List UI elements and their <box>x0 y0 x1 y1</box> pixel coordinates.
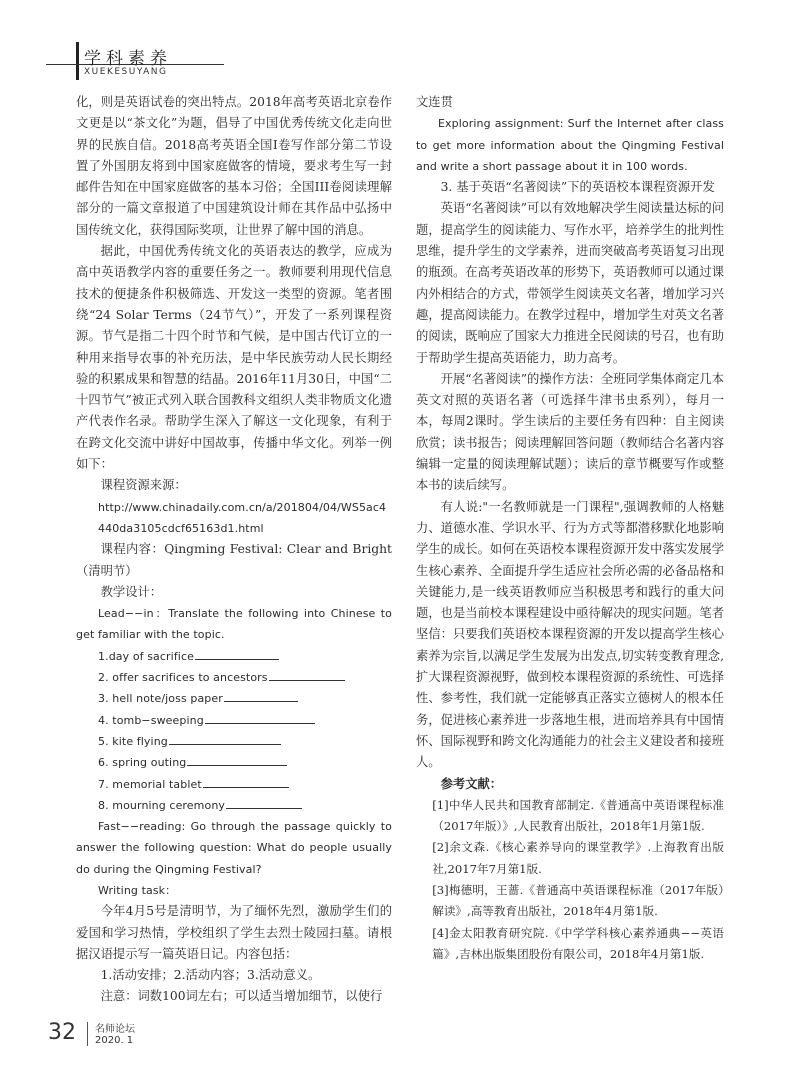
paragraph: 开展“名著阅读”的操作方法：全班同学集体商定几本英文对照的英语名著（可选择牛津书虫系列），每月一本，每周2课时。学生读后的主要任务有四种：自主阅读欣赏；读书报告；阅读理解回答问题（教师结合名著内容编辑一定量的阅读理解试题）；读后的章节概要写作或整本书的读后续写。 <box>416 371 724 493</box>
section-title: 学科素养 <box>84 49 172 69</box>
left-column <box>76 92 392 1008</box>
course-content: 课程内容：Qingming Festival: Clear and Bright（清明节） <box>76 542 392 578</box>
vocab-item: 5. kite flying <box>76 731 392 752</box>
reference-item: [2]余文森.《核心素养导向的课堂教学》.上海教育出版社,2017年7月第1版. <box>432 840 724 876</box>
note: 注意：词数100词左右；可以适当增加细节，以使行 <box>100 989 383 1004</box>
reference-item: [1]中华人民共和国教育部制定.《普通高中英语课程标准（2017年版）》,人民教育出版社，2018年1月第1版. <box>432 797 724 834</box>
paragraph-continuation: 文连贯 <box>416 95 453 109</box>
lead-in: Lead−−in：Translate the following into Chinese to get familiar with the topic. <box>76 607 392 642</box>
writing-label: Writing task： <box>98 883 177 897</box>
magazine-name: 名师论坛 <box>95 1024 135 1035</box>
section-subtitle: XUEKESUYANG <box>84 67 168 77</box>
paragraph: 英语“名著阅读”可以有效地解决学生阅读量达标的问题，提高学生的阅读能力、写作水平，培养学生的批判性思维，提升学生的文学素养，进而突破高考英语复习出现的瓶颈。在高考英语改革的形势下，英语教师可以通过课内外相结合的方式，带领学生阅读英文名著，增加学习兴趣，提高阅读能力。在教学过程中，增加学生对英文名著的阅读，既响应了国家大力推进全民阅读的号召，也有助于帮助学生提高英语能力，助力高考。 <box>416 201 724 365</box>
references-title: 参考文献： <box>440 776 503 791</box>
footer-divider <box>87 1022 88 1046</box>
vocab-item: 6. spring outing <box>76 752 392 773</box>
vocab-item: 3. hell note/joss paper <box>76 688 392 709</box>
source-url: http://www.chinadaily.com.cn/a/201804/04/WS5ac4440da3105cdcf65163d1.html <box>98 500 387 535</box>
source-label: 课程资源来源： <box>100 478 187 493</box>
vocab-item: 2. offer sacrifices to ancestors <box>76 667 392 688</box>
fast-reading: Fast−−reading: Go through the passage quickly to answer the following question: What do people usually do during the Qingming Festival? <box>76 820 392 876</box>
reference-item: [3]梅德明，王蔷.《普通高中英语课程标准（2017年版）解读》,高等教育出版社，2018年4月第1版. <box>432 882 724 919</box>
issue-date: 2020. 1 <box>95 1035 134 1046</box>
writing-task: 今年4月5号是清明节，为了缅怀先烈，激励学生们的爱国和学习热情，学校组织了学生去烈士陵园扫墓。请根据汉语提示写一篇英语日记。内容包括： <box>76 904 392 961</box>
paragraph: 化，则是英语试卷的突出特点。2018年高考英语北京卷作文更是以“茶文化”为题，倡导了中国优秀传统文化走向世界的民族自信。2018高考英语全国I卷写作部分第二节设置了外国朋友将到中国家庭做客的情境，要求考生写一封邮件告知在中国家庭做客的基本习俗；全国III卷阅读理解部分的一篇文章报道了中国建筑设计师在其作品中弘扬中国传统文化，获得国际奖项，让世界了解中国的消息。 <box>76 95 392 237</box>
right-column <box>416 92 724 965</box>
reference-item: [4]金太阳教育研究院.《中学学科核心素养通典−−英语篇》,吉林出版集团股份有限公司，2018年4月第1版. <box>432 925 724 961</box>
vocab-item: 8. mourning ceremony <box>76 795 392 816</box>
page-number: 32 <box>48 1020 76 1045</box>
paragraph: 有人说:"一名教师就是一门课程",强调教师的人格魅力、道德水准、学识水平、行为方式等都潜移默化地影响学生的成长。如何在英语校本课程资源开发中落实发展学生核心素养、全面提升学生适应社会所必需的必备品格和关键能力,是一线英语教师应当积极思考和践行的重大问题，也是当前校本课程建设中亟待解决的现实问题。笔者坚信：只要我们英语校本课程资源的开发以提高学生核心素养为宗旨,以满足学生发展为出发点,切实转变教育理念,扩大课程资源视野，做到校本课程资源的系统性、可选择性、参考性，我们就一定能够真正落实立德树人的根本任务，促进核心素养进一步落地生根，进而培养具有中国情怀、国际视野和跨文化沟通能力的社会主义建设者和接班人。 <box>416 499 724 770</box>
section-heading: 3. 基于英语“名著阅读”下的英语校本课程资源开发 <box>440 180 715 195</box>
writing-items: 1.活动安排；2.活动内容；3.活动意义。 <box>100 968 321 983</box>
design-label: 教学设计： <box>100 584 163 599</box>
header-accent-bar <box>76 42 79 80</box>
vocab-item: 7. memorial tablet <box>76 774 392 795</box>
vocab-item: 1.day of sacrifice <box>76 646 392 667</box>
paragraph: 据此，中国优秀传统文化的英语表达的教学，应成为高中英语教学内容的重要任务之一。教师要利用现代信息技术的便捷条件积极筛选、开发这一类型的资源。笔者围绕“24 Solar Terms（24节气）”，开发了一系列课程资源。节气是指二十四个时节和气候，是中国古代订立的一种用来指导农事的补充历法，是中华民族劳动人民长期经验的积累成果和智慧的结晶。2016年11月30日，中国“二十四节气”被正式列入联合国教科文组织人类非物质文化遗产代表作名录。帮助学生深入了解这一文化现象，有利于在跨文化交流中讲好中国故事，传播中华文化。列举一例如下： <box>76 244 392 472</box>
exploring-assignment: Exploring assignment: Surf the Internet after class to get more information about the Qingming Festival and write a short passage about it in 100 words. <box>416 117 724 173</box>
vocab-item: 4. tomb−sweeping <box>76 710 392 731</box>
